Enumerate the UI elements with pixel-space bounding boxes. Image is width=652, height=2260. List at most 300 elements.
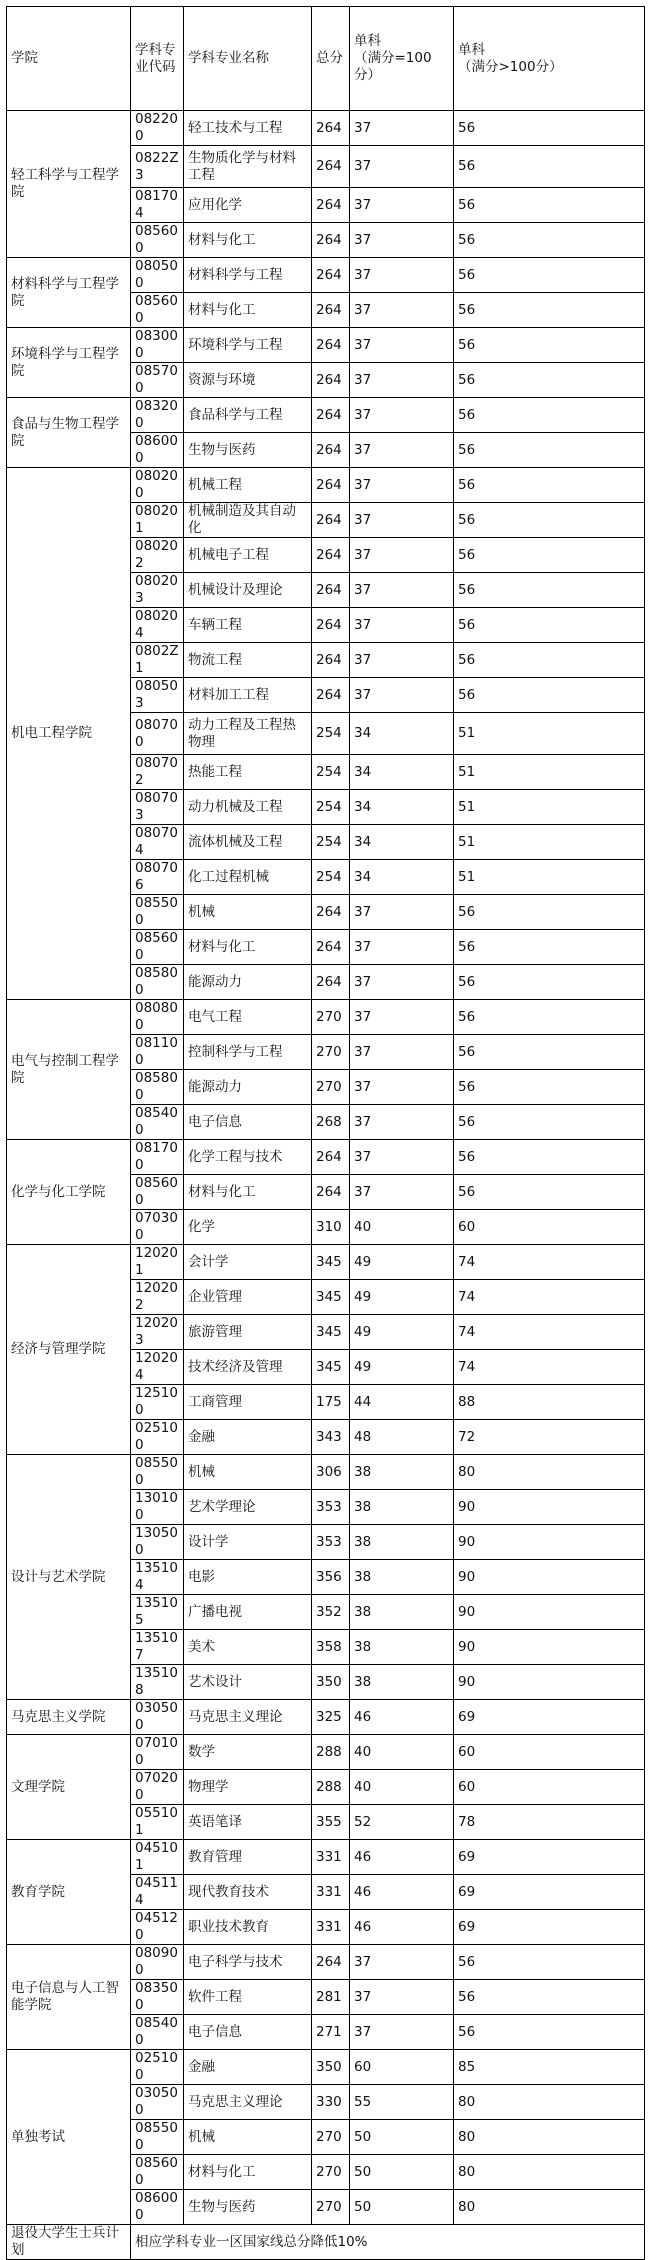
single-over-100-cell: 90 [454,1525,645,1560]
name-cell: 艺术学理论 [184,1490,312,1525]
code-cell: 080500 [131,258,184,293]
single-over-100-cell: 74 [454,1280,645,1315]
header-single-over-100 [454,7,645,111]
single-100-cell: 34 [350,860,454,895]
code-cell: 080700 [131,713,184,755]
total-cell: 270 [312,2155,350,2190]
total-cell: 264 [312,573,350,608]
code-cell: 083500 [131,1980,184,2015]
header-single-over-100-line1: 单科 [458,41,485,58]
name-cell: 机械工程 [184,468,312,503]
name-cell: 马克思主义理论 [184,2085,312,2120]
total-cell: 331 [312,1875,350,1910]
code-cell: 135107 [131,1630,184,1665]
name-cell: 生物与医药 [184,2190,312,2225]
table-row [7,1455,645,1490]
code-cell: 080702 [131,755,184,790]
header-college: 学院 [7,7,131,111]
college-cell: 电子信息与人工智能学院 [7,1945,131,2050]
code-cell: 081700 [131,1140,184,1175]
total-cell: 254 [312,713,350,755]
single-over-100-cell: 90 [454,1630,645,1665]
total-cell: 271 [312,2015,350,2050]
name-cell: 材料与化工 [184,1175,312,1210]
single-over-100-cell: 56 [454,1000,645,1035]
code-cell: 055101 [131,1805,184,1840]
single-over-100-cell: 56 [454,573,645,608]
name-cell: 材料与化工 [184,293,312,328]
code-cell: 083200 [131,398,184,433]
total-cell: 270 [312,1000,350,1035]
name-cell: 机械 [184,895,312,930]
single-over-100-cell: 60 [454,1770,645,1805]
table-row [7,328,645,363]
score-table-body [7,7,645,2260]
table-row [7,111,645,146]
single-over-100-cell: 56 [454,538,645,573]
total-cell: 264 [312,433,350,468]
single-over-100-cell: 69 [454,1910,645,1945]
header-code: 学科专业代码 [131,7,184,111]
code-cell: 085600 [131,2155,184,2190]
total-cell: 288 [312,1770,350,1805]
total-cell: 331 [312,1840,350,1875]
code-cell: 085500 [131,895,184,930]
header-row [7,7,645,111]
single-100-cell: 38 [350,1455,454,1490]
single-over-100-cell: 80 [454,2155,645,2190]
single-100-cell: 37 [350,1105,454,1140]
header-total: 总分 [312,7,350,111]
code-cell: 080900 [131,1945,184,1980]
name-cell: 资源与环境 [184,363,312,398]
single-over-100-cell: 56 [454,328,645,363]
single-over-100-cell: 80 [454,2085,645,2120]
single-100-cell: 40 [350,1210,454,1245]
total-cell: 264 [312,895,350,930]
college-cell: 机电工程学院 [7,468,131,1000]
single-over-100-cell: 51 [454,790,645,825]
total-cell: 268 [312,1105,350,1140]
single-100-cell: 40 [350,1735,454,1770]
code-cell: 070300 [131,1210,184,1245]
single-100-cell: 37 [350,468,454,503]
single-100-cell: 37 [350,965,454,1000]
single-100-cell: 52 [350,1805,454,1840]
single-over-100-cell: 56 [454,608,645,643]
single-over-100-cell: 69 [454,1875,645,1910]
name-cell: 动力机械及工程 [184,790,312,825]
single-over-100-cell: 56 [454,433,645,468]
name-cell: 现代教育技术 [184,1875,312,1910]
score-table-container [6,6,645,2260]
footer-row [7,2225,645,2260]
single-over-100-cell: 80 [454,2120,645,2155]
name-cell: 控制科学与工程 [184,1035,312,1070]
single-over-100-cell: 51 [454,825,645,860]
total-cell: 264 [312,538,350,573]
code-cell: 0822Z3 [131,146,184,188]
name-cell: 轻工技术与工程 [184,111,312,146]
name-cell: 食品科学与工程 [184,398,312,433]
header-single-100-line2: （满分=100分） [354,50,432,83]
code-cell: 130100 [131,1490,184,1525]
single-100-cell: 46 [350,1910,454,1945]
name-cell: 机械电子工程 [184,538,312,573]
total-cell: 264 [312,146,350,188]
single-100-cell: 46 [350,1875,454,1910]
total-cell: 306 [312,1455,350,1490]
single-over-100-cell: 90 [454,1560,645,1595]
single-100-cell: 37 [350,188,454,223]
name-cell: 电子信息 [184,1105,312,1140]
code-cell: 080704 [131,825,184,860]
header-name: 学科专业名称 [184,7,312,111]
single-100-cell: 50 [350,2120,454,2155]
total-cell: 353 [312,1525,350,1560]
name-cell: 设计学 [184,1525,312,1560]
total-cell: 355 [312,1805,350,1840]
table-row [7,1140,645,1175]
single-100-cell: 34 [350,790,454,825]
name-cell: 英语笔译 [184,1805,312,1840]
name-cell: 生物与医药 [184,433,312,468]
total-cell: 270 [312,1035,350,1070]
single-over-100-cell: 90 [454,1665,645,1700]
total-cell: 281 [312,1980,350,2015]
table-row [7,2050,645,2085]
code-cell: 120203 [131,1315,184,1350]
single-100-cell: 37 [350,503,454,538]
name-cell: 电影 [184,1560,312,1595]
single-100-cell: 37 [350,111,454,146]
college-cell: 马克思主义学院 [7,1700,131,1735]
name-cell: 旅游管理 [184,1315,312,1350]
table-row [7,1945,645,1980]
code-cell: 130500 [131,1525,184,1560]
single-over-100-cell: 56 [454,1140,645,1175]
code-cell: 125100 [131,1385,184,1420]
table-row [7,398,645,433]
code-cell: 120201 [131,1245,184,1280]
single-over-100-cell: 56 [454,1035,645,1070]
single-100-cell: 50 [350,2190,454,2225]
code-cell: 080204 [131,608,184,643]
name-cell: 能源动力 [184,1070,312,1105]
code-cell: 120204 [131,1350,184,1385]
total-cell: 270 [312,2190,350,2225]
single-100-cell: 38 [350,1490,454,1525]
code-cell: 070200 [131,1770,184,1805]
code-cell: 085800 [131,965,184,1000]
single-over-100-cell: 56 [454,930,645,965]
name-cell: 材料科学与工程 [184,258,312,293]
name-cell: 美术 [184,1630,312,1665]
college-cell: 设计与艺术学院 [7,1455,131,1700]
single-100-cell: 37 [350,398,454,433]
total-cell: 254 [312,755,350,790]
single-100-cell: 37 [350,363,454,398]
code-cell: 080800 [131,1000,184,1035]
code-cell: 085800 [131,1070,184,1105]
name-cell: 电子信息 [184,2015,312,2050]
code-cell: 085400 [131,1105,184,1140]
total-cell: 264 [312,188,350,223]
total-cell: 264 [312,678,350,713]
total-cell: 264 [312,293,350,328]
single-over-100-cell: 56 [454,468,645,503]
single-over-100-cell: 74 [454,1350,645,1385]
single-100-cell: 38 [350,1595,454,1630]
name-cell: 电子科学与技术 [184,1945,312,1980]
single-over-100-cell: 72 [454,1420,645,1455]
total-cell: 175 [312,1385,350,1420]
single-100-cell: 40 [350,1770,454,1805]
single-100-cell: 37 [350,293,454,328]
code-cell: 080703 [131,790,184,825]
single-over-100-cell: 56 [454,146,645,188]
code-cell: 082200 [131,111,184,146]
single-over-100-cell: 56 [454,678,645,713]
single-100-cell: 34 [350,825,454,860]
header-single-over-100-line2: （满分>100分） [458,58,563,75]
name-cell: 软件工程 [184,1980,312,2015]
name-cell: 生物质化学与材料工程 [184,146,312,188]
single-100-cell: 46 [350,1840,454,1875]
college-cell: 电气与控制工程学院 [7,1000,131,1140]
total-cell: 358 [312,1630,350,1665]
single-over-100-cell: 56 [454,965,645,1000]
college-cell: 文理学院 [7,1735,131,1840]
single-over-100-cell: 56 [454,398,645,433]
single-100-cell: 37 [350,678,454,713]
single-100-cell: 37 [350,258,454,293]
total-cell: 264 [312,643,350,678]
single-100-cell: 38 [350,1665,454,1700]
code-cell: 085400 [131,2015,184,2050]
single-over-100-cell: 56 [454,111,645,146]
footer-label: 退役大学生士兵计划 [7,2225,131,2260]
code-cell: 045101 [131,1840,184,1875]
single-100-cell: 37 [350,1980,454,2015]
total-cell: 350 [312,2050,350,2085]
total-cell: 264 [312,111,350,146]
single-over-100-cell: 56 [454,1980,645,2015]
college-cell: 单独考试 [7,2050,131,2225]
code-cell: 030500 [131,2085,184,2120]
code-cell: 080201 [131,503,184,538]
single-100-cell: 37 [350,643,454,678]
header-single-100 [350,7,454,111]
name-cell: 金融 [184,1420,312,1455]
total-cell: 254 [312,790,350,825]
code-cell: 030500 [131,1700,184,1735]
single-100-cell: 37 [350,608,454,643]
total-cell: 353 [312,1490,350,1525]
name-cell: 机械设计及理论 [184,573,312,608]
name-cell: 工商管理 [184,1385,312,1420]
code-cell: 045120 [131,1910,184,1945]
name-cell: 企业管理 [184,1280,312,1315]
name-cell: 化学工程与技术 [184,1140,312,1175]
single-over-100-cell: 56 [454,223,645,258]
name-cell: 化工过程机械 [184,860,312,895]
table-row [7,258,645,293]
code-cell: 085600 [131,1175,184,1210]
code-cell: 080203 [131,573,184,608]
code-cell: 025100 [131,1420,184,1455]
total-cell: 264 [312,223,350,258]
college-cell: 环境科学与工程学院 [7,328,131,398]
code-cell: 135108 [131,1665,184,1700]
name-cell: 车辆工程 [184,608,312,643]
total-cell: 254 [312,825,350,860]
total-cell: 330 [312,2085,350,2120]
single-over-100-cell: 56 [454,188,645,223]
single-over-100-cell: 56 [454,1070,645,1105]
name-cell: 电气工程 [184,1000,312,1035]
single-100-cell: 38 [350,1560,454,1595]
college-cell: 化学与化工学院 [7,1140,131,1245]
code-cell: 081704 [131,188,184,223]
code-cell: 085600 [131,293,184,328]
code-cell: 135104 [131,1560,184,1595]
name-cell: 材料加工工程 [184,678,312,713]
single-100-cell: 38 [350,1630,454,1665]
code-cell: 070100 [131,1735,184,1770]
single-over-100-cell: 69 [454,1700,645,1735]
single-over-100-cell: 85 [454,2050,645,2085]
single-over-100-cell: 78 [454,1805,645,1840]
code-cell: 085600 [131,930,184,965]
name-cell: 机械 [184,2120,312,2155]
name-cell: 物流工程 [184,643,312,678]
code-cell: 080503 [131,678,184,713]
code-cell: 135105 [131,1595,184,1630]
name-cell: 马克思主义理论 [184,1700,312,1735]
name-cell: 化学 [184,1210,312,1245]
single-over-100-cell: 51 [454,860,645,895]
total-cell: 345 [312,1280,350,1315]
name-cell: 数学 [184,1735,312,1770]
code-cell: 081100 [131,1035,184,1070]
code-cell: 085500 [131,1455,184,1490]
single-over-100-cell: 90 [454,1490,645,1525]
single-100-cell: 34 [350,713,454,755]
code-cell: 0802Z1 [131,643,184,678]
single-100-cell: 44 [350,1385,454,1420]
name-cell: 物理学 [184,1770,312,1805]
code-cell: 080706 [131,860,184,895]
total-cell: 345 [312,1315,350,1350]
code-cell: 085700 [131,363,184,398]
single-100-cell: 49 [350,1245,454,1280]
single-100-cell: 37 [350,1175,454,1210]
name-cell: 材料与化工 [184,930,312,965]
total-cell: 264 [312,363,350,398]
table-row [7,1245,645,1280]
total-cell: 264 [312,965,350,1000]
table-row [7,1735,645,1770]
single-100-cell: 60 [350,2050,454,2085]
total-cell: 288 [312,1735,350,1770]
total-cell: 264 [312,930,350,965]
code-cell: 085500 [131,2120,184,2155]
total-cell: 264 [312,1140,350,1175]
code-cell: 085600 [131,223,184,258]
code-cell: 086000 [131,433,184,468]
single-over-100-cell: 80 [454,1455,645,1490]
single-over-100-cell: 56 [454,1105,645,1140]
single-100-cell: 37 [350,538,454,573]
single-100-cell: 37 [350,223,454,258]
name-cell: 会计学 [184,1245,312,1280]
single-over-100-cell: 56 [454,293,645,328]
code-cell: 120202 [131,1280,184,1315]
college-cell: 轻工科学与工程学院 [7,111,131,258]
total-cell: 331 [312,1910,350,1945]
single-100-cell: 46 [350,1700,454,1735]
name-cell: 金融 [184,2050,312,2085]
single-100-cell: 37 [350,328,454,363]
name-cell: 环境科学与工程 [184,328,312,363]
single-over-100-cell: 56 [454,1945,645,1980]
total-cell: 343 [312,1420,350,1455]
single-over-100-cell: 60 [454,1210,645,1245]
single-100-cell: 49 [350,1315,454,1350]
total-cell: 310 [312,1210,350,1245]
college-cell: 经济与管理学院 [7,1245,131,1455]
table-row [7,1700,645,1735]
single-100-cell: 55 [350,2085,454,2120]
name-cell: 材料与化工 [184,2155,312,2190]
name-cell: 机械制造及其自动化 [184,503,312,538]
single-100-cell: 37 [350,930,454,965]
name-cell: 流体机械及工程 [184,825,312,860]
total-cell: 254 [312,860,350,895]
total-cell: 264 [312,503,350,538]
table-row [7,1000,645,1035]
total-cell: 345 [312,1350,350,1385]
total-cell: 325 [312,1700,350,1735]
college-cell: 食品与生物工程学院 [7,398,131,468]
single-100-cell: 49 [350,1350,454,1385]
college-cell: 教育学院 [7,1840,131,1945]
code-cell: 025100 [131,2050,184,2085]
name-cell: 艺术设计 [184,1665,312,1700]
total-cell: 264 [312,258,350,293]
name-cell: 职业技术教育 [184,1910,312,1945]
name-cell: 技术经济及管理 [184,1350,312,1385]
code-cell: 080202 [131,538,184,573]
single-100-cell: 38 [350,1525,454,1560]
total-cell: 264 [312,1175,350,1210]
single-over-100-cell: 51 [454,755,645,790]
total-cell: 270 [312,1070,350,1105]
single-100-cell: 50 [350,2155,454,2190]
total-cell: 264 [312,398,350,433]
total-cell: 264 [312,468,350,503]
single-100-cell: 37 [350,1000,454,1035]
name-cell: 动力工程及工程热物理 [184,713,312,755]
footer-note: 相应学科专业一区国家线总分降低10% [131,2225,645,2260]
single-over-100-cell: 56 [454,503,645,538]
single-over-100-cell: 56 [454,1175,645,1210]
single-100-cell: 34 [350,755,454,790]
single-100-cell: 37 [350,895,454,930]
single-100-cell: 48 [350,1420,454,1455]
total-cell: 352 [312,1595,350,1630]
